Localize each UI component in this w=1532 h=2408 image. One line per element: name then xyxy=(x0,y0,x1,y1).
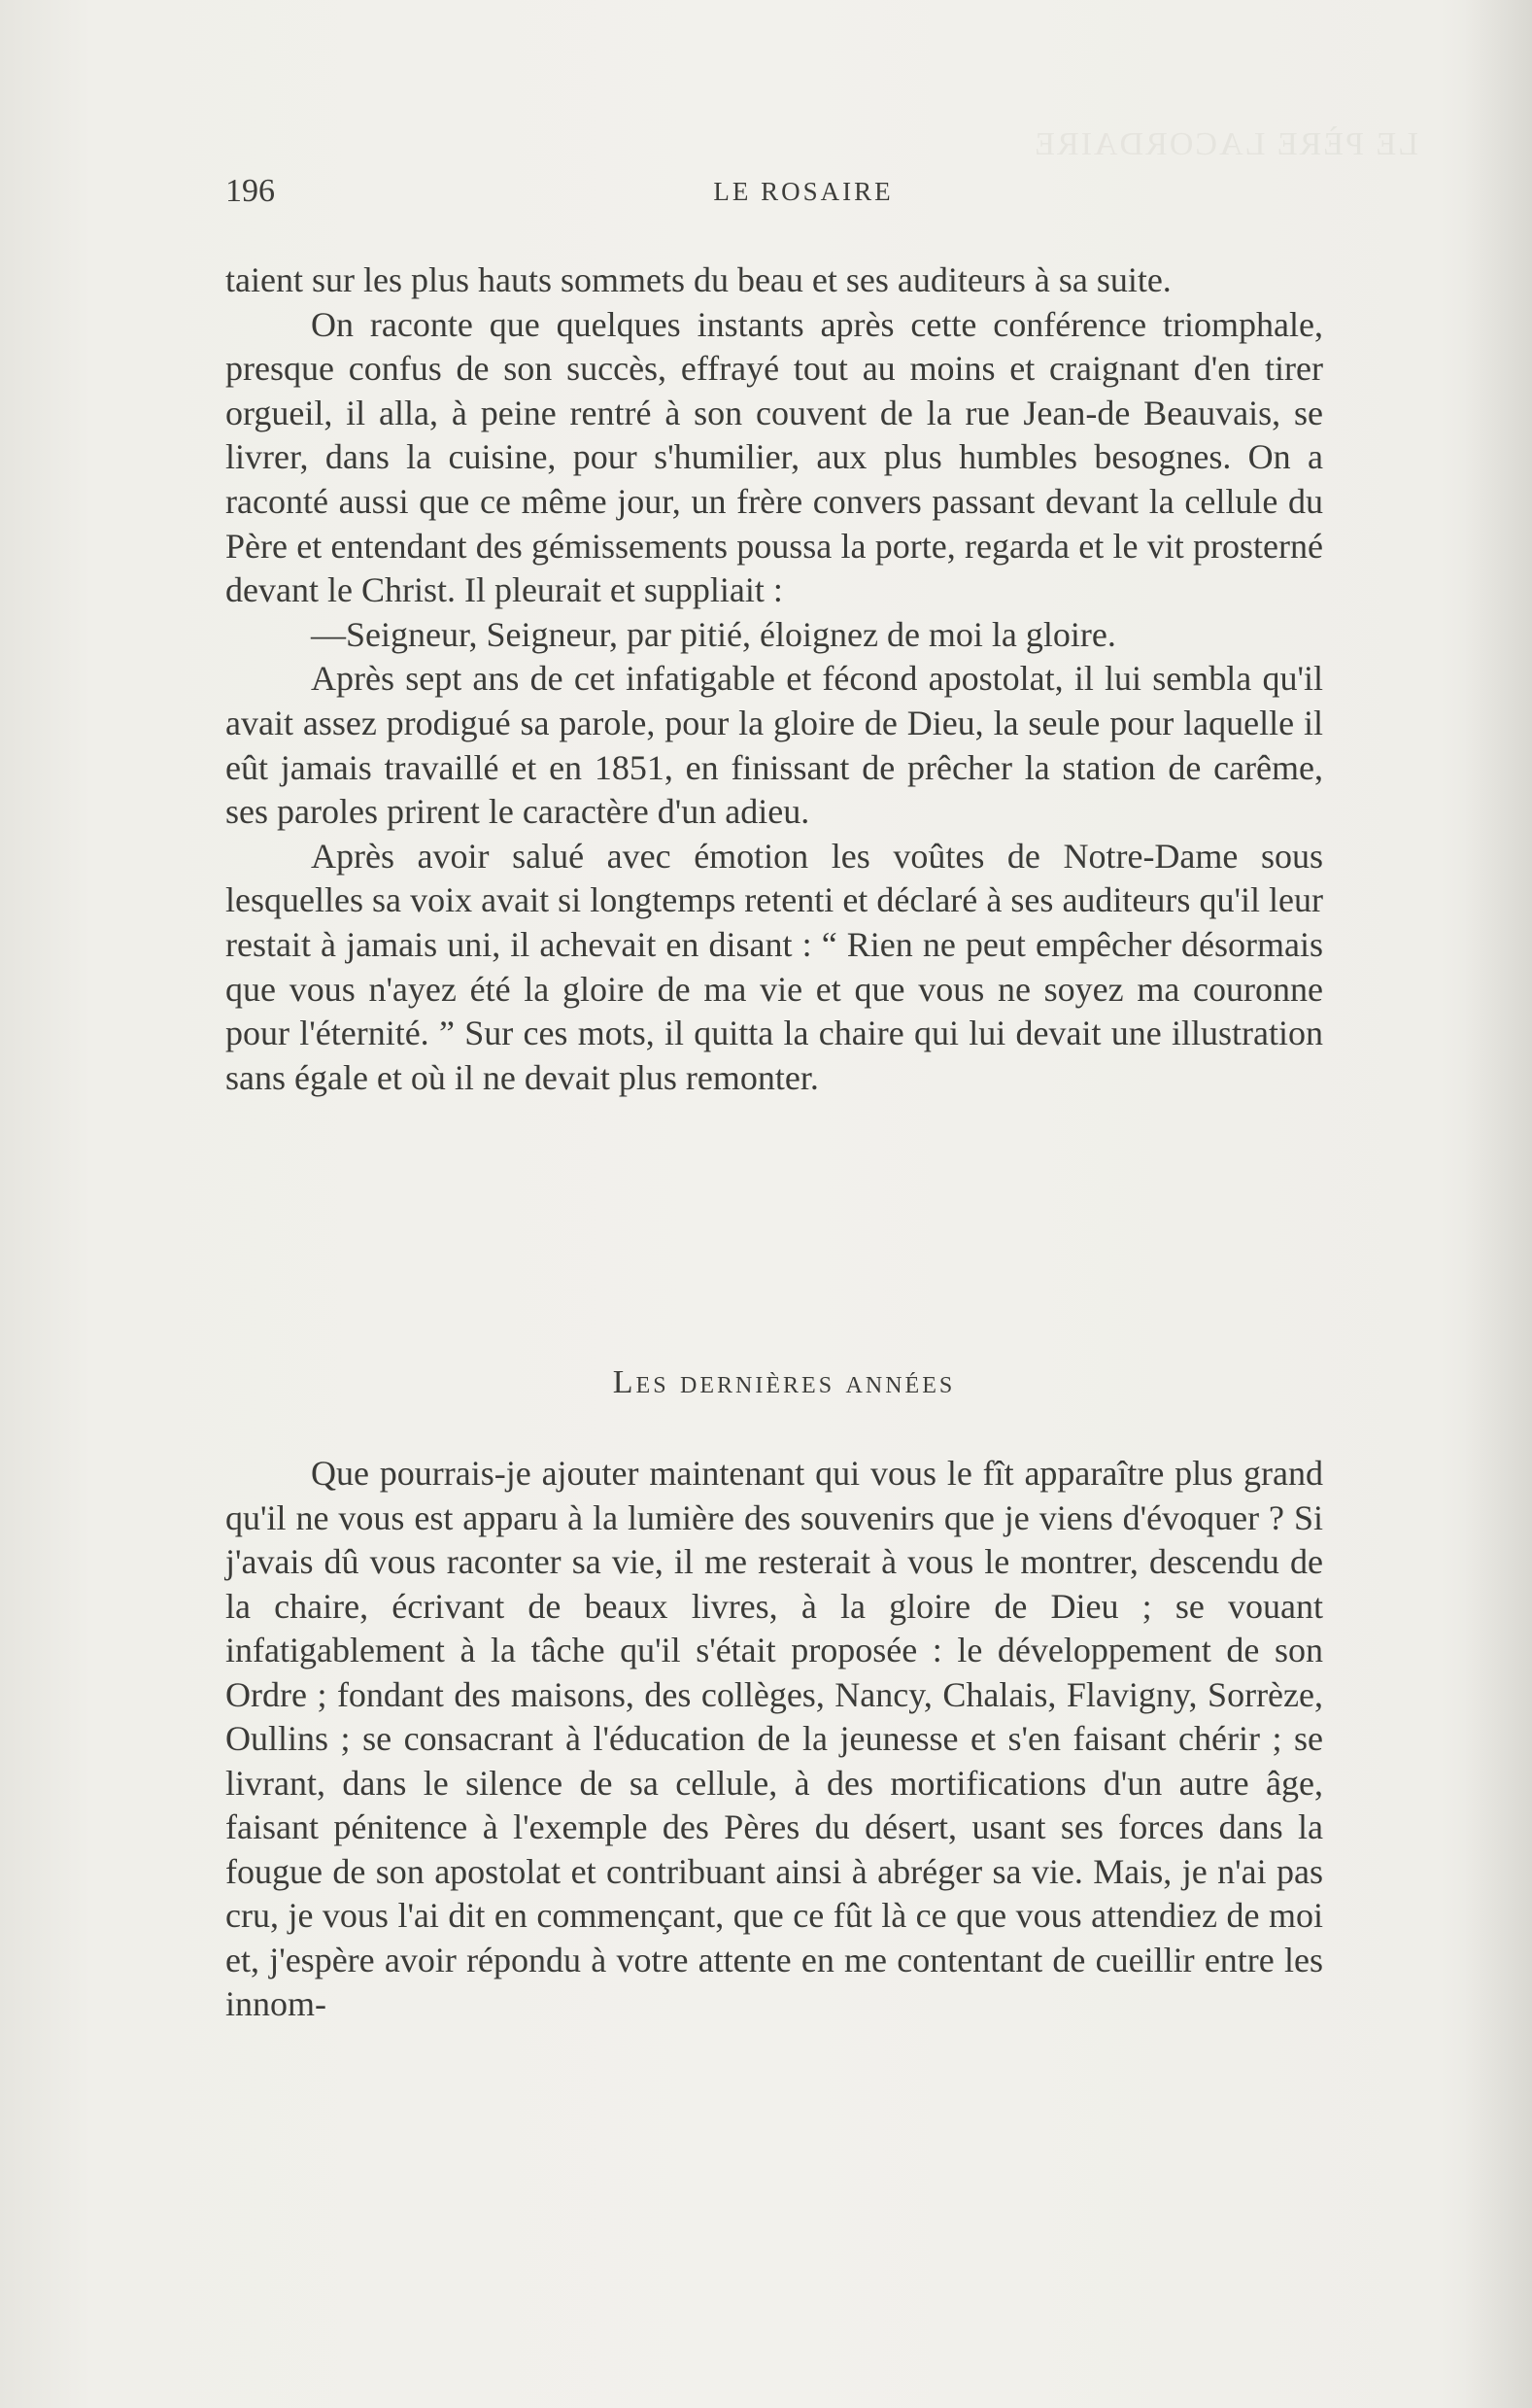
section-heading: Les dernières années xyxy=(612,1364,956,1400)
paragraph: Après sept ans de cet infatigable et fécond apostolat, il lui sembla qu'il avait assez prodigué sa parole, pour la gloire de Dieu, la seule pour laquelle il eût jamais travaillé et en 1851, en finissant de prêcher la station de carême, ses paroles prirent le caractère d'un adieu. xyxy=(225,659,1323,832)
paragraph: Après avoir salué avec émotion les voûtes de Notre-Dame sous lesquelles sa voix avait si longtemps retenti et déclaré à ses auditeurs qu'il leur restait à jamais uni, il achevait en disant : “ Rien ne peut empêcher désormais que vous n'ayez été la gloire de ma vie et que vous ne soyez ma couronne pour l'éternité. ” Sur ces mots, il quitta la chaire qui lui devait une illustration sans égale et où il ne devait plus remonter. xyxy=(225,836,1323,1097)
show-through-text: LE PÈRE LACORDAIRE xyxy=(1033,126,1418,162)
text-block-after-heading xyxy=(225,1452,1323,2027)
paragraph: On raconte que quelques instants après cette conférence triomphale, presque confus de son succès, effrayé tout au moins et craignant d'en tirer orgueil, il alla, à peine rentré à son couvent de la rue Jean-de Beauvais, se livrer, dans la cuisine, pour s'humilier, aux plus humbles besognes. On a raconté aussi que ce même jour, un frère convers passant devant la cellule du Père et entendant des gémissements poussa la porte, regarda et le vit prosterné devant le Christ. Il pleurait et suppliait : xyxy=(225,304,1323,610)
running-header xyxy=(225,173,1323,222)
page-number: 196 xyxy=(225,173,275,209)
gutter-shadow xyxy=(1464,0,1532,2408)
paragraph: Que pourrais-je ajouter maintenant qui vous le fît apparaître plus grand qu'il ne vous est apparu à la lumière des souvenirs que je viens d'évoquer ? Si j'avais dû vous raconter sa vie, il me resterait à vous le montrer, descendu de la chaire, écrivant de beaux livres, à la gloire de Dieu ; se vouant infatigablement à la tâche qu'il s'était proposée : le développement de son Ordre ; fondant des maisons, des collèges, Nancy, Chalais, Flavigny, Sorrèze, Oullins ; se consacrant à l'éducation de la jeunesse et s'en faisant chérir ; se livrant, dans le silence de sa cellule, à des mortifications d'un autre âge, faisant pénitence à l'exemple des Pères du désert, usant ses forces dans la fougue de son apostolat et contribuant ainsi à abréger sa vie. Mais, je n'ai pas cru, je vous l'ai dit en commençant, que ce fût là ce que vous attendiez de moi et, j'espère avoir répondu à votre attente en me contentant de cueillir entre les innom- xyxy=(225,1454,1323,2023)
text-block-before-heading xyxy=(225,258,1323,1100)
paragraph: taient sur les plus hauts sommets du beau et ses auditeurs à sa suite. xyxy=(225,260,1172,299)
running-title: LE ROSAIRE xyxy=(713,177,894,206)
paragraph-quote: —Seigneur, Seigneur, par pitié, éloignez de moi la gloire. xyxy=(311,614,1116,654)
